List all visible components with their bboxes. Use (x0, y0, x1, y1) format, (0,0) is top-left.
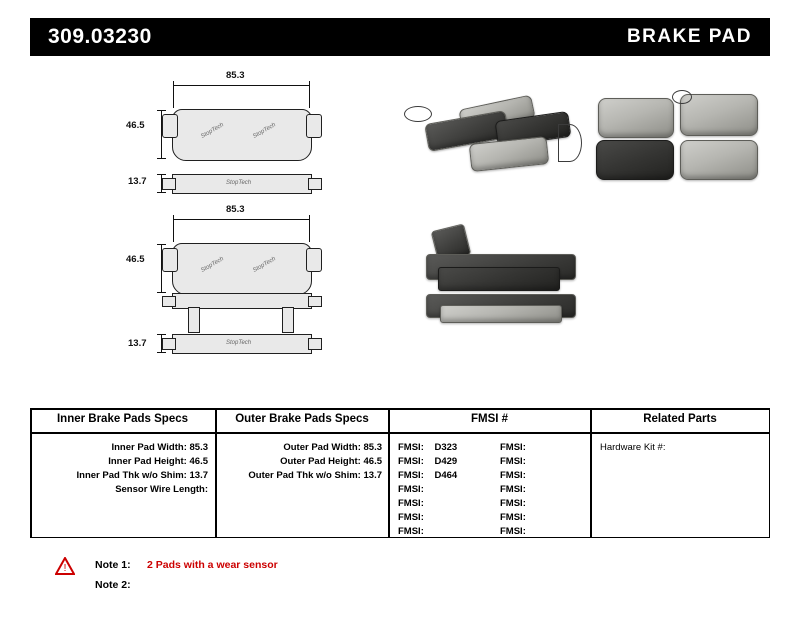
dim-tick (157, 292, 166, 293)
wear-sensor-wire-icon (558, 124, 582, 162)
fmsi-row (398, 484, 432, 495)
column-header-inner-specs: Inner Brake Pads Specs (56, 413, 189, 425)
pad-brand-mark: StopTech (200, 122, 225, 140)
fmsi-row (500, 512, 534, 523)
spec-row-outer-thickness (216, 470, 382, 481)
dim-tick (309, 215, 310, 224)
dim-ext (173, 90, 174, 108)
spec-value: 46.5 (363, 456, 382, 467)
related-parts-label: Hardware Kit #: (600, 442, 666, 453)
spec-value: 85.3 (363, 442, 382, 453)
fmsi-label: FMSI: (398, 512, 424, 523)
page-title: BRAKE PAD (626, 26, 752, 47)
outer-pad-height-dimension: 46.5 (126, 254, 145, 265)
spec-row-sensor-wire-length (30, 484, 208, 495)
spec-label: Inner Pad Thk w/o Shim: (76, 470, 187, 481)
column-header-outer-specs: Outer Brake Pads Specs (235, 413, 369, 425)
fmsi-label: FMSI: (500, 526, 526, 537)
note-1-label: Note 1: (95, 559, 131, 571)
pad-brand-mark: StopTech (252, 122, 277, 140)
dim-tick (157, 158, 166, 159)
spec-label: Inner Pad Height: (108, 456, 187, 467)
dim-tick (173, 215, 174, 224)
fmsi-label: FMSI: (398, 484, 424, 495)
dim-tick (157, 352, 166, 353)
fmsi-value: D464 (434, 470, 458, 481)
fmsi-row (398, 470, 457, 481)
table-column-divider (590, 408, 592, 538)
fmsi-row (398, 498, 432, 509)
spec-value: 46.5 (189, 456, 208, 467)
dim-tick (309, 81, 310, 90)
part-number: 309.03230 (48, 25, 152, 48)
dim-tick (157, 244, 166, 245)
pad-brand-mark: StopTech (226, 340, 252, 346)
outer-pad-width-dimension: 85.3 (226, 204, 245, 215)
dim-tick (157, 174, 166, 175)
spec-label: Outer Pad Width: (283, 442, 361, 453)
fmsi-row (500, 484, 534, 495)
related-parts-row (600, 442, 671, 453)
fmsi-label: FMSI: (398, 442, 424, 453)
spec-row-inner-height (30, 456, 208, 467)
inner-pad-width-dimension: 85.3 (226, 70, 245, 81)
table-border (769, 408, 771, 538)
spec-row-outer-height (216, 456, 382, 467)
dim-tick (173, 81, 174, 90)
fmsi-row (500, 498, 534, 509)
fmsi-label: FMSI: (500, 442, 526, 453)
drawing-area (30, 62, 770, 392)
spec-label: Outer Pad Thk w/o Shim: (248, 470, 361, 481)
fmsi-label: FMSI: (500, 456, 526, 467)
spec-label: Outer Pad Height: (280, 456, 361, 467)
specs-table (30, 408, 770, 548)
dim-line (173, 219, 309, 220)
table-border (30, 408, 770, 410)
warning-icon (55, 557, 75, 575)
pad-brand-mark: StopTech (200, 256, 225, 274)
spec-label: Inner Pad Width: (111, 442, 187, 453)
spec-row-outer-width (216, 442, 382, 453)
fmsi-row (398, 456, 457, 467)
spec-label: Sensor Wire Length: (115, 484, 208, 495)
fmsi-value: D323 (434, 442, 458, 453)
spec-value: 85.3 (189, 442, 208, 453)
inner-pad-thickness-dimension: 13.7 (128, 176, 147, 187)
fmsi-value: D429 (434, 456, 458, 467)
note-1-value: 2 Pads with a wear sensor (147, 559, 278, 571)
header-bar (30, 18, 770, 56)
fmsi-label: FMSI: (500, 498, 526, 509)
wear-sensor-wire-icon (672, 90, 692, 104)
dim-tick (157, 192, 166, 193)
column-header-related-parts: Related Parts (643, 413, 717, 425)
fmsi-label: FMSI: (398, 498, 424, 509)
svg-text:!: ! (63, 563, 67, 574)
dim-line (173, 85, 309, 86)
fmsi-label: FMSI: (398, 470, 424, 481)
fmsi-row (500, 470, 534, 481)
notes-section (55, 556, 555, 606)
spec-row-inner-thickness (30, 470, 208, 481)
fmsi-label: FMSI: (500, 512, 526, 523)
note-2-label: Note 2: (95, 579, 131, 591)
inner-pad-height-dimension: 46.5 (126, 120, 145, 131)
dim-ext (309, 224, 310, 242)
table-column-divider (388, 408, 390, 538)
fmsi-row (398, 442, 457, 453)
fmsi-label: FMSI: (398, 456, 424, 467)
dim-tick (157, 110, 166, 111)
column-header-fmsi: FMSI # (470, 413, 509, 425)
outer-pad-thickness-dimension: 13.7 (128, 338, 147, 349)
dim-tick (157, 334, 166, 335)
dim-ext (173, 224, 174, 242)
fmsi-row (500, 456, 534, 467)
fmsi-row (500, 442, 534, 453)
fmsi-row (500, 526, 534, 537)
dim-ext (309, 90, 310, 108)
spec-value: 13.7 (363, 470, 382, 481)
pad-brand-mark: StopTech (252, 256, 277, 274)
wear-sensor-wire-icon (404, 106, 432, 122)
fmsi-label: FMSI: (398, 526, 424, 537)
spec-value: 13.7 (189, 470, 208, 481)
fmsi-label: FMSI: (500, 484, 526, 495)
fmsi-label: FMSI: (500, 470, 526, 481)
table-header-rule (30, 432, 770, 434)
fmsi-row (398, 526, 432, 537)
spec-row-inner-width (30, 442, 208, 453)
fmsi-row (398, 512, 432, 523)
pad-brand-mark: StopTech (226, 180, 252, 186)
